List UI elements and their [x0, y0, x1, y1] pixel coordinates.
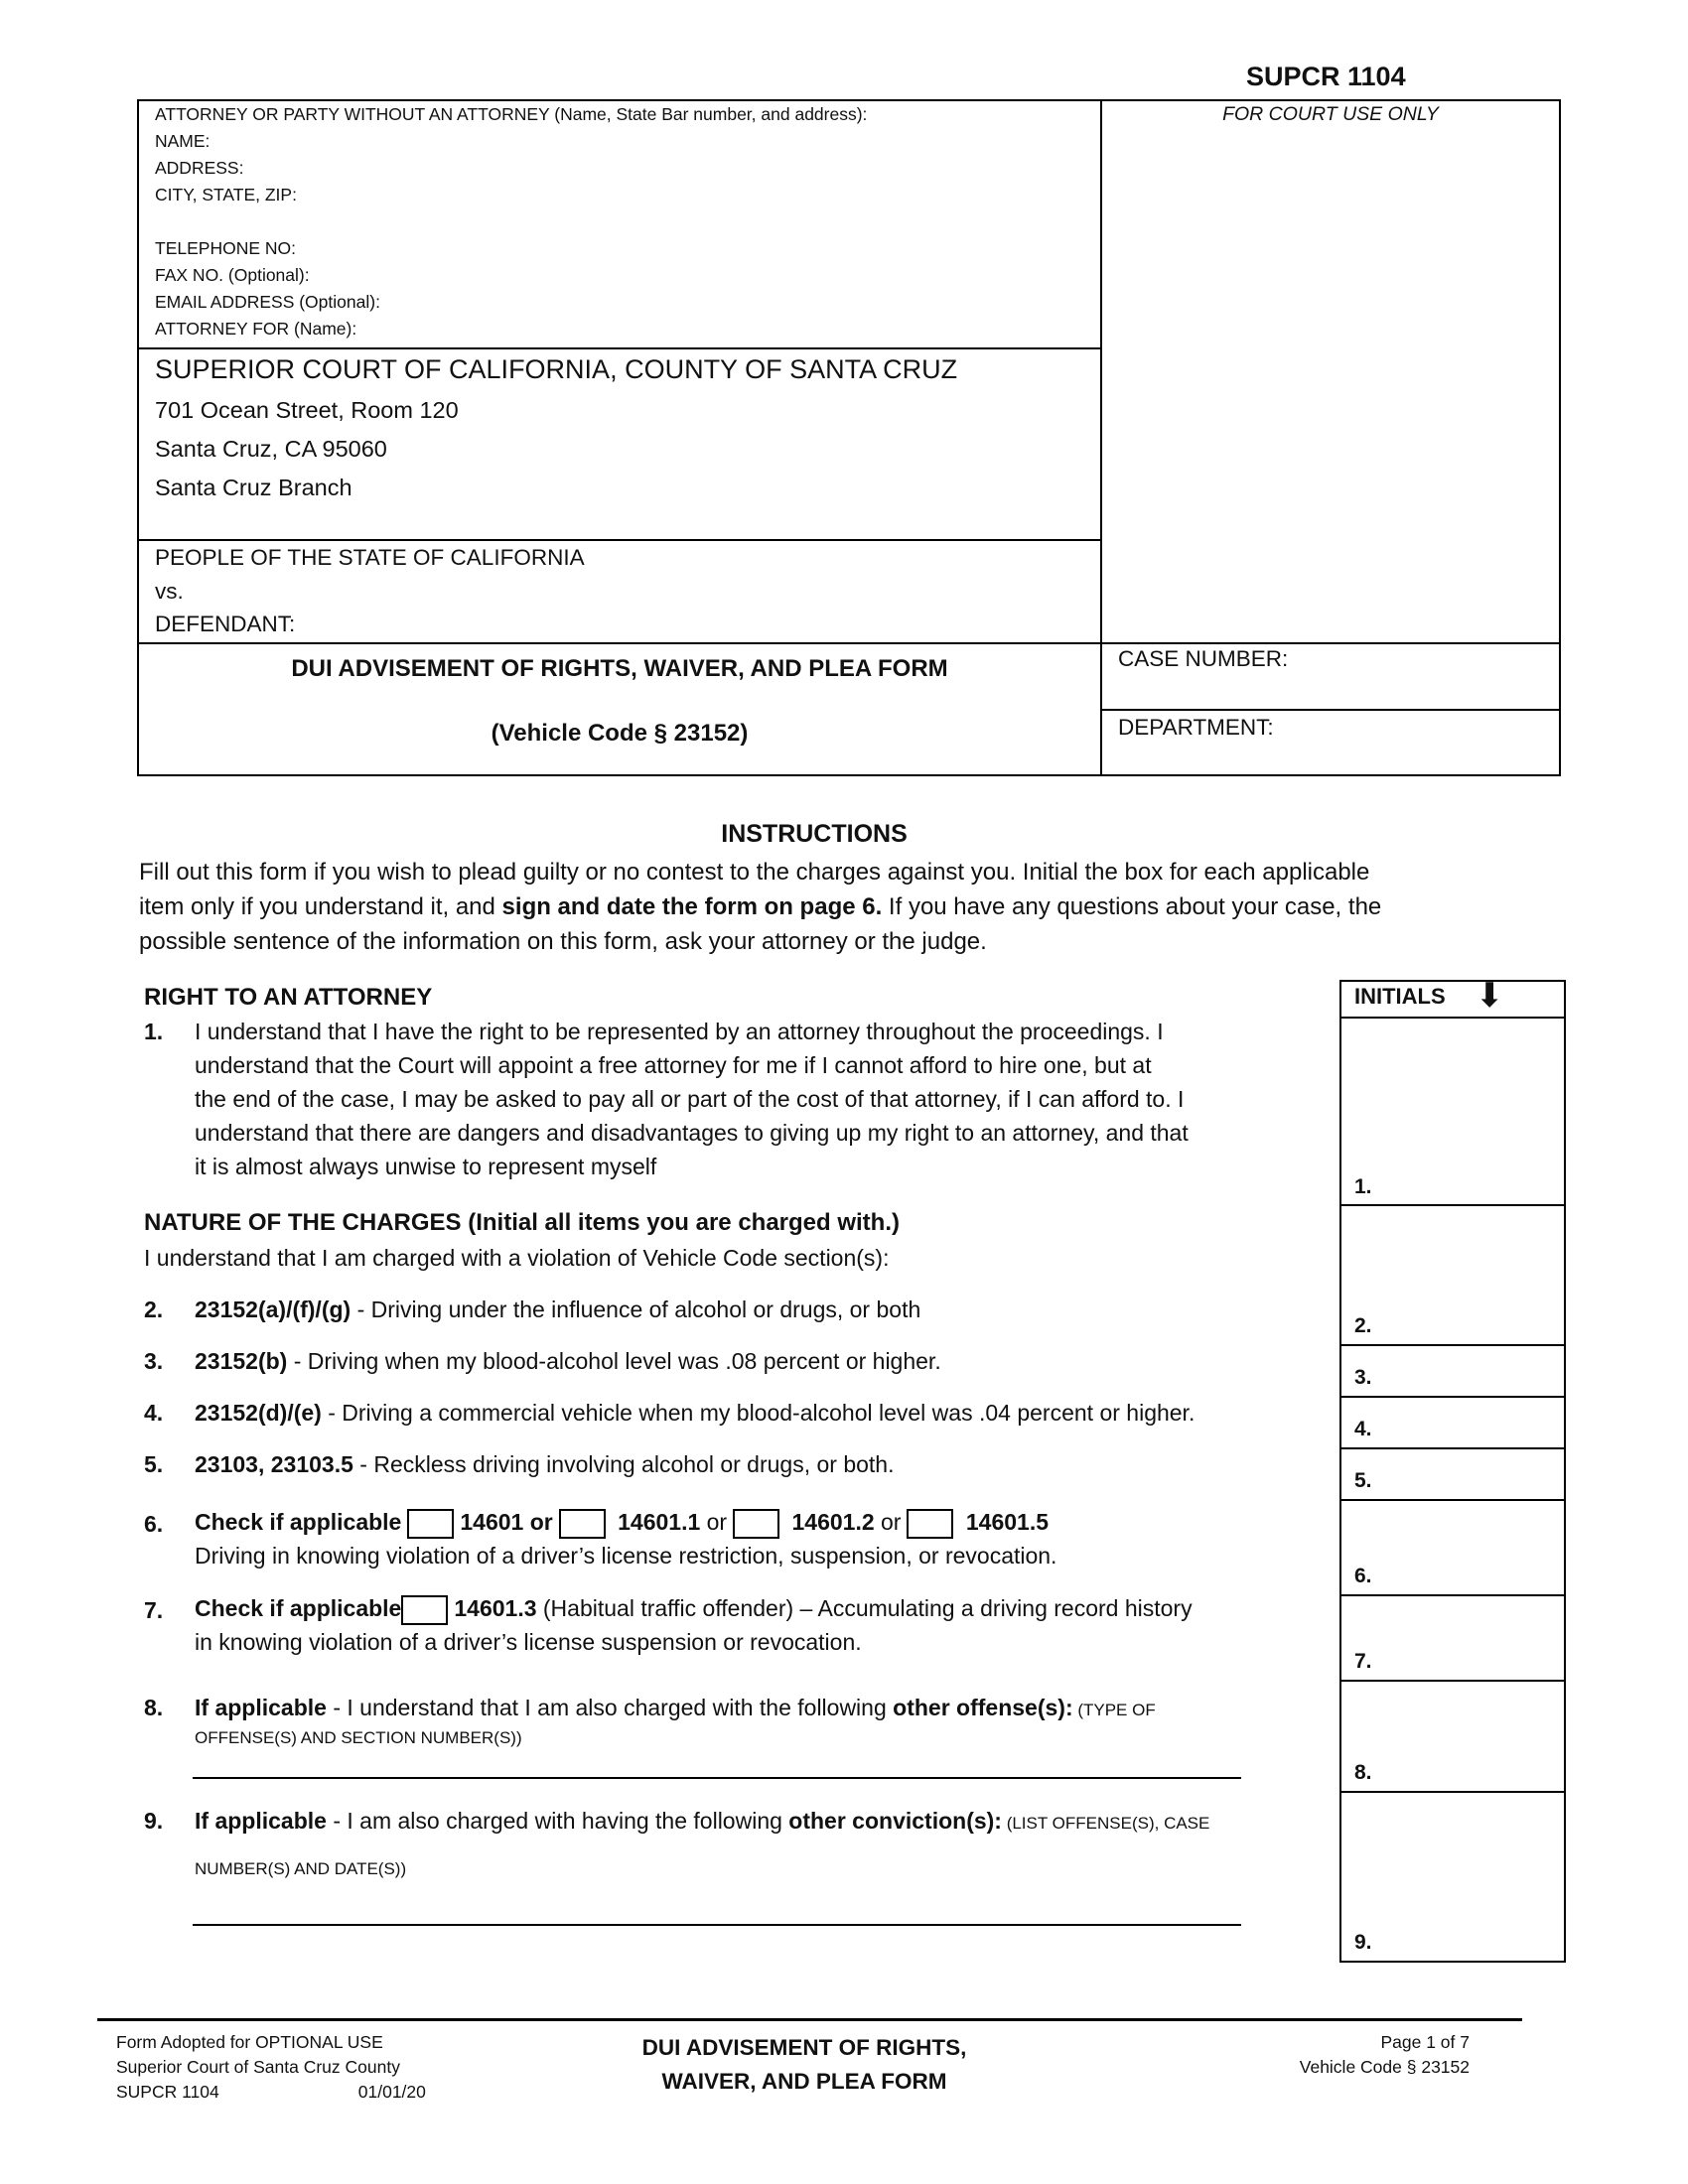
item-9-text: [195, 1804, 1209, 1841]
item-3-text: [195, 1344, 941, 1378]
initial-box-8[interactable]: 8.: [1354, 1761, 1372, 1784]
footer-form-date: 01/01/20: [357, 2082, 426, 2102]
item-4-desc: - Driving a commercial vehicle when my blood-alcohol level was .04 percent or higher.: [321, 1400, 1196, 1426]
name-label: NAME:: [155, 131, 211, 151]
item-9-note-line-2: NUMBER(S) AND DATE(S)): [195, 1859, 407, 1878]
footer-rule: [97, 2018, 1522, 2021]
item-2-desc: - Driving under the influence of alcohol or drugs, or both: [351, 1297, 921, 1322]
department-label: DEPARTMENT:: [1118, 715, 1274, 740]
court-name: SUPERIOR COURT OF CALIFORNIA, COUNTY OF SANTA CRUZ: [155, 354, 958, 384]
item-5-number: 5.: [144, 1451, 164, 1477]
footer-court: Superior Court of Santa Cruz County: [116, 2057, 400, 2077]
item-7-line-1: [195, 1591, 1193, 1625]
footer-title: [556, 2031, 1053, 2099]
initial-box-5[interactable]: 5.: [1354, 1469, 1372, 1492]
email-label: EMAIL ADDRESS (Optional):: [155, 292, 380, 312]
item-1-number: 1.: [144, 1019, 164, 1044]
instructions-heading: INSTRUCTIONS: [721, 820, 908, 848]
instructions-text: [139, 855, 1381, 959]
instructions-line-3: possible sentence of the information on this form, ask your attorney or the judge.: [139, 928, 987, 955]
item-7-text: [195, 1591, 1193, 1659]
item-4-text: [195, 1396, 1195, 1430]
instructions-sign-note: sign and date the form on page 6.: [501, 893, 883, 920]
item-8-desc: - I understand that I am also charged with the following: [326, 1695, 894, 1720]
page-number: Page 1 of 7: [1380, 2032, 1470, 2052]
footer-vehicle-code: Vehicle Code § 23152: [1299, 2057, 1470, 2077]
down-arrow-icon: ⬇: [1476, 977, 1504, 1015]
initial-box-9[interactable]: 9.: [1354, 1931, 1372, 1954]
initial-box-1[interactable]: 1.: [1354, 1175, 1372, 1198]
footer-form-number: SUPCR 1104: [116, 2082, 219, 2102]
attorney-block: [155, 101, 867, 342]
item-1-line: I understand that I have the right to be represented by an attorney throughout the proceedings. I: [195, 1019, 1164, 1044]
item-7-line-2: in knowing violation of a driver’s license suspension or revocation.: [195, 1629, 862, 1655]
item-8-other-offenses: other offense(s):: [893, 1695, 1073, 1720]
item-8-note: (TYPE OF: [1072, 1701, 1156, 1719]
item-4-number: 4.: [144, 1400, 164, 1426]
item-6-number: 6.: [144, 1511, 164, 1537]
item-6-or-1: or: [706, 1509, 728, 1535]
item-1-line: it is almost always unwise to represent myself: [195, 1154, 657, 1179]
item-1-text: [195, 1015, 1189, 1183]
item-8-note-line-2: OFFENSE(S) AND SECTION NUMBER(S)): [195, 1728, 522, 1747]
attorney-for-label: ATTORNEY FOR (Name):: [155, 319, 357, 339]
case-number-label: CASE NUMBER:: [1118, 646, 1289, 671]
item-2-code: 23152(a)/(f)/(g): [195, 1297, 352, 1322]
court-street: 701 Ocean Street, Room 120: [155, 397, 459, 423]
item-7-number: 7.: [144, 1597, 164, 1623]
fax-label: FAX NO. (Optional):: [155, 265, 310, 285]
checkbox-14601-3[interactable]: [401, 1595, 448, 1625]
item-3-desc: - Driving when my blood-alcohol level was .08 percent or higher.: [287, 1348, 941, 1374]
people-label: PEOPLE OF THE STATE OF CALIFORNIA: [155, 545, 585, 570]
instructions-line-2b: If you have any questions about your case, the: [882, 893, 1382, 920]
item-3-code: 23152(b): [195, 1348, 288, 1374]
footer-right: [1172, 2030, 1470, 2080]
court-branch: Santa Cruz Branch: [155, 475, 352, 500]
item-1-line: understand that the Court will appoint a free attorney for me if I cannot afford to hire one, but at: [195, 1052, 1152, 1078]
telephone-label: TELEPHONE NO:: [155, 238, 296, 258]
item-4-code: 23152(d)/(e): [195, 1400, 322, 1426]
form-title: DUI ADVISEMENT OF RIGHTS, WAIVER, AND PLEA FORM: [291, 655, 948, 682]
instructions-line-1: Fill out this form if you wish to plead guilty or no contest to the charges against you. Initial the box for each applicable: [139, 859, 1370, 886]
item-9-entry-line[interactable]: [193, 1924, 1241, 1926]
checkbox-14601-1[interactable]: [559, 1509, 606, 1539]
item-6-code-3: 14601.2: [791, 1509, 875, 1535]
attorney-section-heading: RIGHT TO AN ATTORNEY: [144, 984, 433, 1011]
item-5-text: [195, 1447, 894, 1481]
court-city: Santa Cruz, CA 95060: [155, 436, 387, 462]
footer-adopted: Form Adopted for OPTIONAL USE: [116, 2032, 383, 2052]
item-9-number: 9.: [144, 1808, 164, 1834]
item-6-code-4: 14601.5: [965, 1509, 1049, 1535]
item-8-number: 8.: [144, 1695, 164, 1720]
item-6-or-2: or: [881, 1509, 902, 1535]
item-9-desc: - I am also charged with having the following: [326, 1808, 789, 1834]
item-1-line: the end of the case, I may be asked to pay all or part of the cost of that attorney, if I can afford to. I: [195, 1086, 1185, 1112]
item-6-code-1: 14601 or: [460, 1509, 553, 1535]
item-5-code: 23103, 23103.5: [195, 1451, 353, 1477]
checkbox-14601[interactable]: [407, 1509, 454, 1539]
item-9-note: (LIST OFFENSE(S), CASE: [1001, 1814, 1210, 1833]
item-7-check-label: Check if applicable: [195, 1595, 402, 1621]
footer-title-line-2: WAIVER, AND PLEA FORM: [661, 2069, 947, 2094]
city-state-zip-label: CITY, STATE, ZIP:: [155, 185, 297, 205]
item-9-other-convictions: other conviction(s):: [788, 1808, 1002, 1834]
initials-heading: INITIALS: [1354, 984, 1446, 1009]
attorney-heading: ATTORNEY OR PARTY WITHOUT AN ATTORNEY (Name, State Bar number, and address):: [155, 104, 868, 124]
item-5-desc: - Reckless driving involving alcohol or drugs, or both.: [352, 1451, 895, 1477]
form-number: SUPCR 1104: [1246, 62, 1406, 91]
initial-box-2[interactable]: 2.: [1354, 1314, 1372, 1337]
address-label: ADDRESS:: [155, 158, 244, 178]
item-2-text: [195, 1293, 920, 1326]
item-6-text: [195, 1505, 1056, 1572]
item-1-line: understand that there are dangers and disadvantages to giving up my right to an attorney, and that: [195, 1120, 1189, 1146]
item-6-line-2: Driving in knowing violation of a driver’s license restriction, suspension, or revocation.: [195, 1543, 1057, 1569]
footer-title-line-1: DUI ADVISEMENT OF RIGHTS,: [641, 2035, 967, 2060]
defendant-label: DEFENDANT:: [155, 612, 296, 636]
item-8-entry-line[interactable]: [193, 1777, 1241, 1779]
court-use-label: FOR COURT USE ONLY: [1222, 103, 1439, 125]
item-6-line-1: [195, 1505, 1056, 1539]
instructions-line-2: [139, 889, 1381, 924]
form-subtitle: (Vehicle Code § 23152): [491, 720, 749, 747]
instructions-line-2a: item only if you understand it, and: [139, 893, 502, 920]
item-9-if-applicable: If applicable: [195, 1808, 327, 1834]
checkbox-14601-2[interactable]: [733, 1509, 779, 1539]
initial-box-7[interactable]: 7.: [1354, 1650, 1372, 1673]
item-6-check-label: Check if applicable: [195, 1509, 402, 1535]
item-8-text: [195, 1691, 1156, 1727]
item-2-number: 2.: [144, 1297, 164, 1322]
initial-box-3[interactable]: 3.: [1354, 1366, 1372, 1389]
item-3-number: 3.: [144, 1348, 164, 1374]
charges-intro: I understand that I am charged with a violation of Vehicle Code section(s):: [144, 1245, 890, 1271]
vs-label: vs.: [155, 579, 184, 604]
footer-form-id: [116, 2080, 426, 2105]
item-7-code: 14601.3: [454, 1595, 537, 1621]
item-7-desc: (Habitual traffic offender) – Accumulating a driving record history: [536, 1595, 1193, 1621]
item-8-if-applicable: If applicable: [195, 1695, 327, 1720]
initial-box-4[interactable]: 4.: [1354, 1418, 1372, 1440]
item-6-code-2: 14601.1: [618, 1509, 701, 1535]
footer-left: [116, 2030, 426, 2105]
checkbox-14601-5[interactable]: [907, 1509, 953, 1539]
initial-box-6[interactable]: 6.: [1354, 1565, 1372, 1587]
charges-section-heading: NATURE OF THE CHARGES (Initial all items you are charged with.): [144, 1209, 900, 1236]
